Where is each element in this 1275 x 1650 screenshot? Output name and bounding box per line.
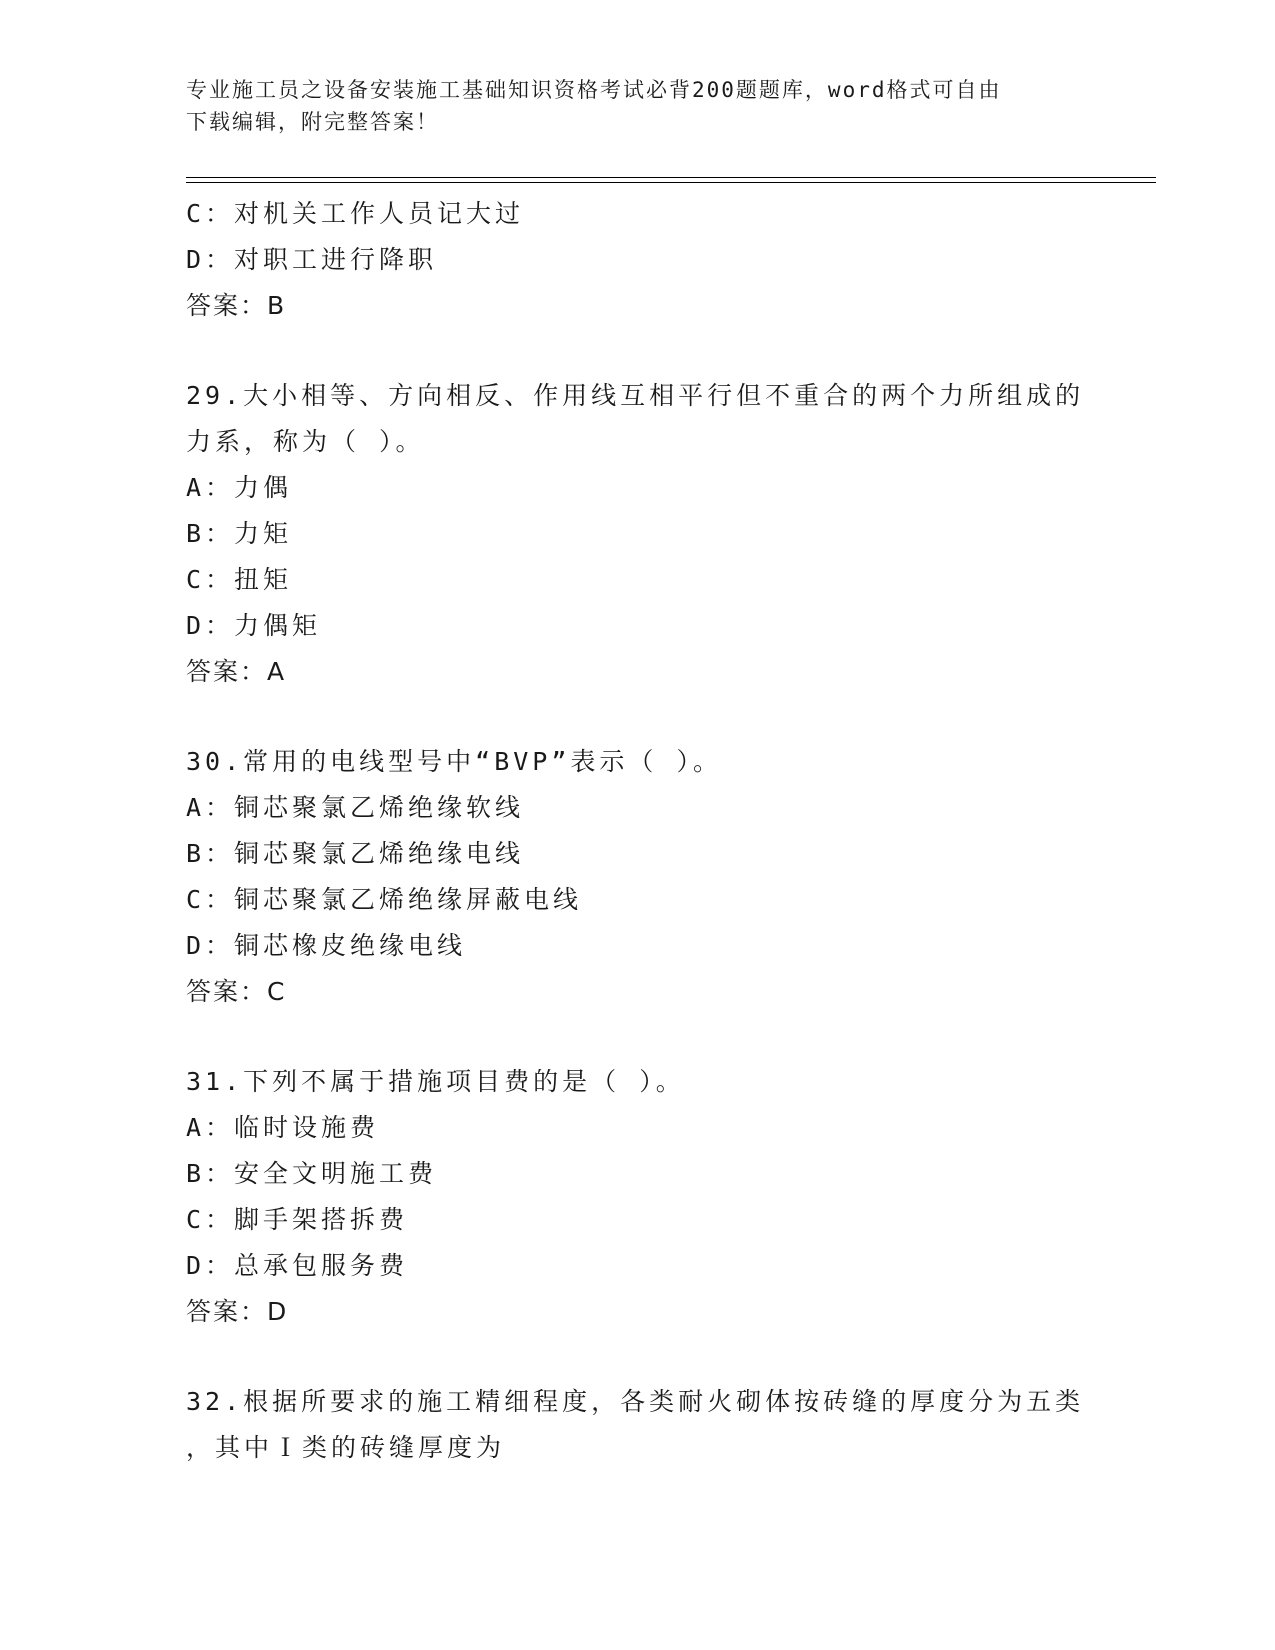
question-stem-continued: 力系，称为（ ）。 (186, 427, 425, 456)
question-31 (186, 1059, 1086, 1335)
question-list (186, 191, 1086, 1471)
option-c: C：脚手架搭拆费 (186, 1205, 409, 1234)
option-c: C：对机关工作人员记大过 (186, 199, 525, 228)
question-32 (186, 1379, 1086, 1471)
document-header (186, 74, 1066, 138)
header-title-line1: 专业施工员之设备安装施工基础知识资格考试必背200题题库，word格式可自由 (186, 78, 1002, 102)
spacer (186, 695, 1086, 739)
spacer (186, 1015, 1086, 1059)
header-divider-top (186, 177, 1156, 178)
option-d: D：铜芯橡皮绝缘电线 (186, 931, 467, 960)
question-stem: 30.常用的电线型号中“BVP”表示（ ）。 (186, 747, 722, 776)
option-d: D：力偶矩 (186, 611, 322, 640)
spacer (186, 329, 1086, 373)
answer: 答案：D (186, 1297, 289, 1326)
option-b: B：力矩 (186, 519, 293, 548)
option-a: A：力偶 (186, 473, 293, 502)
option-d: D：对职工进行降职 (186, 245, 438, 274)
option-c: C：铜芯聚氯乙烯绝缘屏蔽电线 (186, 885, 583, 914)
question-29 (186, 373, 1086, 695)
option-a: A：临时设施费 (186, 1113, 380, 1142)
answer: 答案：B (186, 291, 287, 320)
answer: 答案：C (186, 977, 287, 1006)
spacer (186, 1335, 1086, 1379)
option-b: B：铜芯聚氯乙烯绝缘电线 (186, 839, 525, 868)
question-stem-continued: ，其中Ｉ类的砖缝厚度为 (186, 1433, 506, 1462)
question-stem: 31.下列不属于措施项目费的是（ ）。 (186, 1067, 685, 1096)
question-stem: 32.根据所要求的施工精细程度，各类耐火砌体按砖缝的厚度分为五类 (186, 1387, 1085, 1416)
question-30 (186, 739, 1086, 1015)
header-divider-bottom (186, 182, 1156, 183)
question-stem: 29.大小相等、方向相反、作用线互相平行但不重合的两个力所组成的 (186, 381, 1085, 410)
option-d: D：总承包服务费 (186, 1251, 409, 1280)
question-28-fragment (186, 191, 1086, 329)
option-b: B：安全文明施工费 (186, 1159, 438, 1188)
header-title-line2: 下载编辑，附完整答案！ (186, 110, 439, 134)
answer: 答案：A (186, 657, 287, 686)
option-a: A：铜芯聚氯乙烯绝缘软线 (186, 793, 525, 822)
option-c: C：扭矩 (186, 565, 293, 594)
